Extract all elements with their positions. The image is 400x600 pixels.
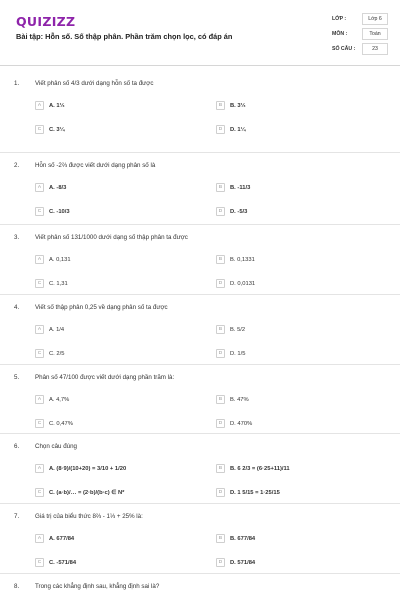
question-number: 8. (14, 583, 20, 590)
question-text: Viết phân số 131/1000 dưới dạng số thập phân ta được (35, 234, 188, 241)
option-letter-box: C (35, 558, 44, 567)
option-letter-box: B (216, 325, 225, 334)
option-text: C. 2/5 (49, 350, 65, 357)
option-text: A. -8/3 (49, 184, 67, 191)
answer-option-a[interactable] (35, 533, 74, 544)
option-letter-box: A (35, 183, 44, 192)
answer-option-d[interactable] (216, 487, 280, 498)
option-letter-box: D (216, 419, 225, 428)
option-text: D. 470% (230, 420, 253, 427)
option-text: B. -11/3 (230, 184, 251, 191)
option-letter-box: B (216, 534, 225, 543)
option-letter-box: A (35, 464, 44, 473)
question-text: Giá trị của biểu thức 8⅔ - 1⅓ + 25% là: (35, 513, 143, 520)
answer-option-b[interactable] (216, 394, 249, 405)
answer-option-c[interactable] (35, 418, 73, 429)
answer-option-b[interactable] (216, 324, 245, 335)
option-text: B. 3⅓ (230, 102, 246, 109)
option-text: D. 1/5 (230, 350, 246, 357)
question-divider (0, 433, 400, 434)
answer-option-a[interactable] (35, 463, 126, 474)
answer-option-a[interactable] (35, 394, 69, 405)
question-divider (0, 294, 400, 295)
meta-row-class (332, 13, 388, 28)
question-number: 3. (14, 234, 20, 241)
option-text: A. 1⅓ (49, 102, 65, 109)
option-letter-box: D (216, 279, 225, 288)
option-letter-box: D (216, 207, 225, 216)
question-text: Hỗn số -2⅔ được viết dưới dạng phân số là (35, 162, 156, 169)
answer-option-b[interactable] (216, 463, 290, 474)
meta-row-subject (332, 28, 388, 43)
option-text: A. 0,131 (49, 256, 71, 263)
option-text: C. -10/3 (49, 208, 70, 215)
option-text: A. 1/4 (49, 326, 65, 333)
meta-label: LỚP : (332, 16, 347, 22)
question-number: 7. (14, 513, 20, 520)
answer-option-d[interactable] (216, 557, 255, 568)
meta-value: Lớp 6 (362, 13, 388, 25)
answer-option-a[interactable] (35, 254, 71, 265)
meta-label: MÔN : (332, 31, 348, 37)
question-divider (0, 503, 400, 504)
option-letter-box: D (216, 349, 225, 358)
option-letter-box: B (216, 464, 225, 473)
answer-option-d[interactable] (216, 124, 245, 135)
option-text: A. (8·9)/(10+20) = 3/10 + 1/20 (49, 465, 127, 472)
answer-option-c[interactable] (35, 278, 68, 289)
option-letter-box: A (35, 395, 44, 404)
option-text: B. 5/2 (230, 326, 246, 333)
option-letter-box: D (216, 558, 225, 567)
option-text: C. -571/84 (49, 559, 77, 566)
worksheet-title: Bài tập: Hỗn số. Số thập phân. Phần trăm chọn lọc, có đáp án (16, 32, 233, 41)
option-letter-box: D (216, 125, 225, 134)
meta-row-count (332, 43, 388, 58)
question-text: Viết số thập phân 0,25 về dạng phân số ta được (35, 304, 168, 311)
option-text: D. -5/3 (230, 208, 248, 215)
option-text: B. 0,1331 (230, 256, 255, 263)
option-text: C. 0,47% (49, 420, 73, 427)
option-text: B. 47% (230, 396, 249, 403)
answer-option-c[interactable] (35, 557, 76, 568)
option-letter-box: A (35, 255, 44, 264)
option-text: C. 3¼ (49, 126, 65, 133)
question-divider (0, 152, 400, 153)
question-divider (0, 224, 400, 225)
quizizz-logo: QUIZIZZ (16, 14, 76, 29)
meta-panel (332, 13, 388, 58)
meta-label: SỐ CÂU : (332, 46, 356, 52)
question-text: Trong các khẳng định sau, khẳng định sai là? (35, 583, 160, 590)
question-number: 4. (14, 304, 20, 311)
option-text: D. 1 5/15 = 1·25/15 (230, 489, 280, 496)
option-letter-box: C (35, 349, 44, 358)
question-divider (0, 364, 400, 365)
answer-option-c[interactable] (35, 348, 64, 359)
question-text: Phân số 47/100 được viết dưới dạng phần trăm là: (35, 374, 175, 381)
question-number: 2. (14, 162, 20, 169)
option-letter-box: D (216, 488, 225, 497)
option-letter-box: B (216, 255, 225, 264)
answer-option-c[interactable] (35, 206, 70, 217)
option-letter-box: C (35, 419, 44, 428)
question-text: Chọn câu đúng (35, 443, 77, 450)
option-letter-box: A (35, 325, 44, 334)
answer-option-a[interactable] (35, 182, 66, 193)
option-letter-box: B (216, 183, 225, 192)
answer-option-c[interactable] (35, 487, 124, 498)
option-text: D. 1¼ (230, 126, 246, 133)
option-letter-box: A (35, 101, 44, 110)
answer-option-c[interactable] (35, 124, 64, 135)
question-number: 5. (14, 374, 20, 381)
answer-option-d[interactable] (216, 418, 252, 429)
question-number: 6. (14, 443, 20, 450)
meta-value: 23 (362, 43, 388, 55)
answer-option-b[interactable] (216, 254, 255, 265)
option-text: C. (a·b)/… = (2·b)/(b·c) ∈ N* (49, 489, 125, 496)
option-letter-box: C (35, 207, 44, 216)
option-text: A. 677/84 (49, 535, 75, 542)
answer-option-b[interactable] (216, 182, 250, 193)
answer-option-d[interactable] (216, 348, 245, 359)
answer-option-b[interactable] (216, 100, 245, 111)
answer-option-d[interactable] (216, 206, 247, 217)
answer-option-d[interactable] (216, 278, 255, 289)
option-letter-box: A (35, 534, 44, 543)
option-letter-box: C (35, 279, 44, 288)
option-text: A. 4,7% (49, 396, 70, 403)
question-number: 1. (14, 80, 20, 87)
answer-option-a[interactable] (35, 100, 64, 111)
answer-option-a[interactable] (35, 324, 64, 335)
option-letter-box: B (216, 395, 225, 404)
meta-value: Toán (362, 28, 388, 40)
question-divider (0, 573, 400, 574)
answer-option-b[interactable] (216, 533, 255, 544)
option-letter-box: B (216, 101, 225, 110)
question-text: Viết phân số 4/3 dưới dạng hỗn số ta được (35, 80, 154, 87)
option-text: B. 677/84 (230, 535, 256, 542)
header-divider (0, 65, 400, 66)
option-text: C. 1,31 (49, 280, 68, 287)
option-letter-box: C (35, 125, 44, 134)
option-text: D. 571/84 (230, 559, 256, 566)
option-text: B. 6 2/3 = (6·25+11)/11 (230, 465, 290, 472)
option-text: D. 0,0131 (230, 280, 256, 287)
option-letter-box: C (35, 488, 44, 497)
